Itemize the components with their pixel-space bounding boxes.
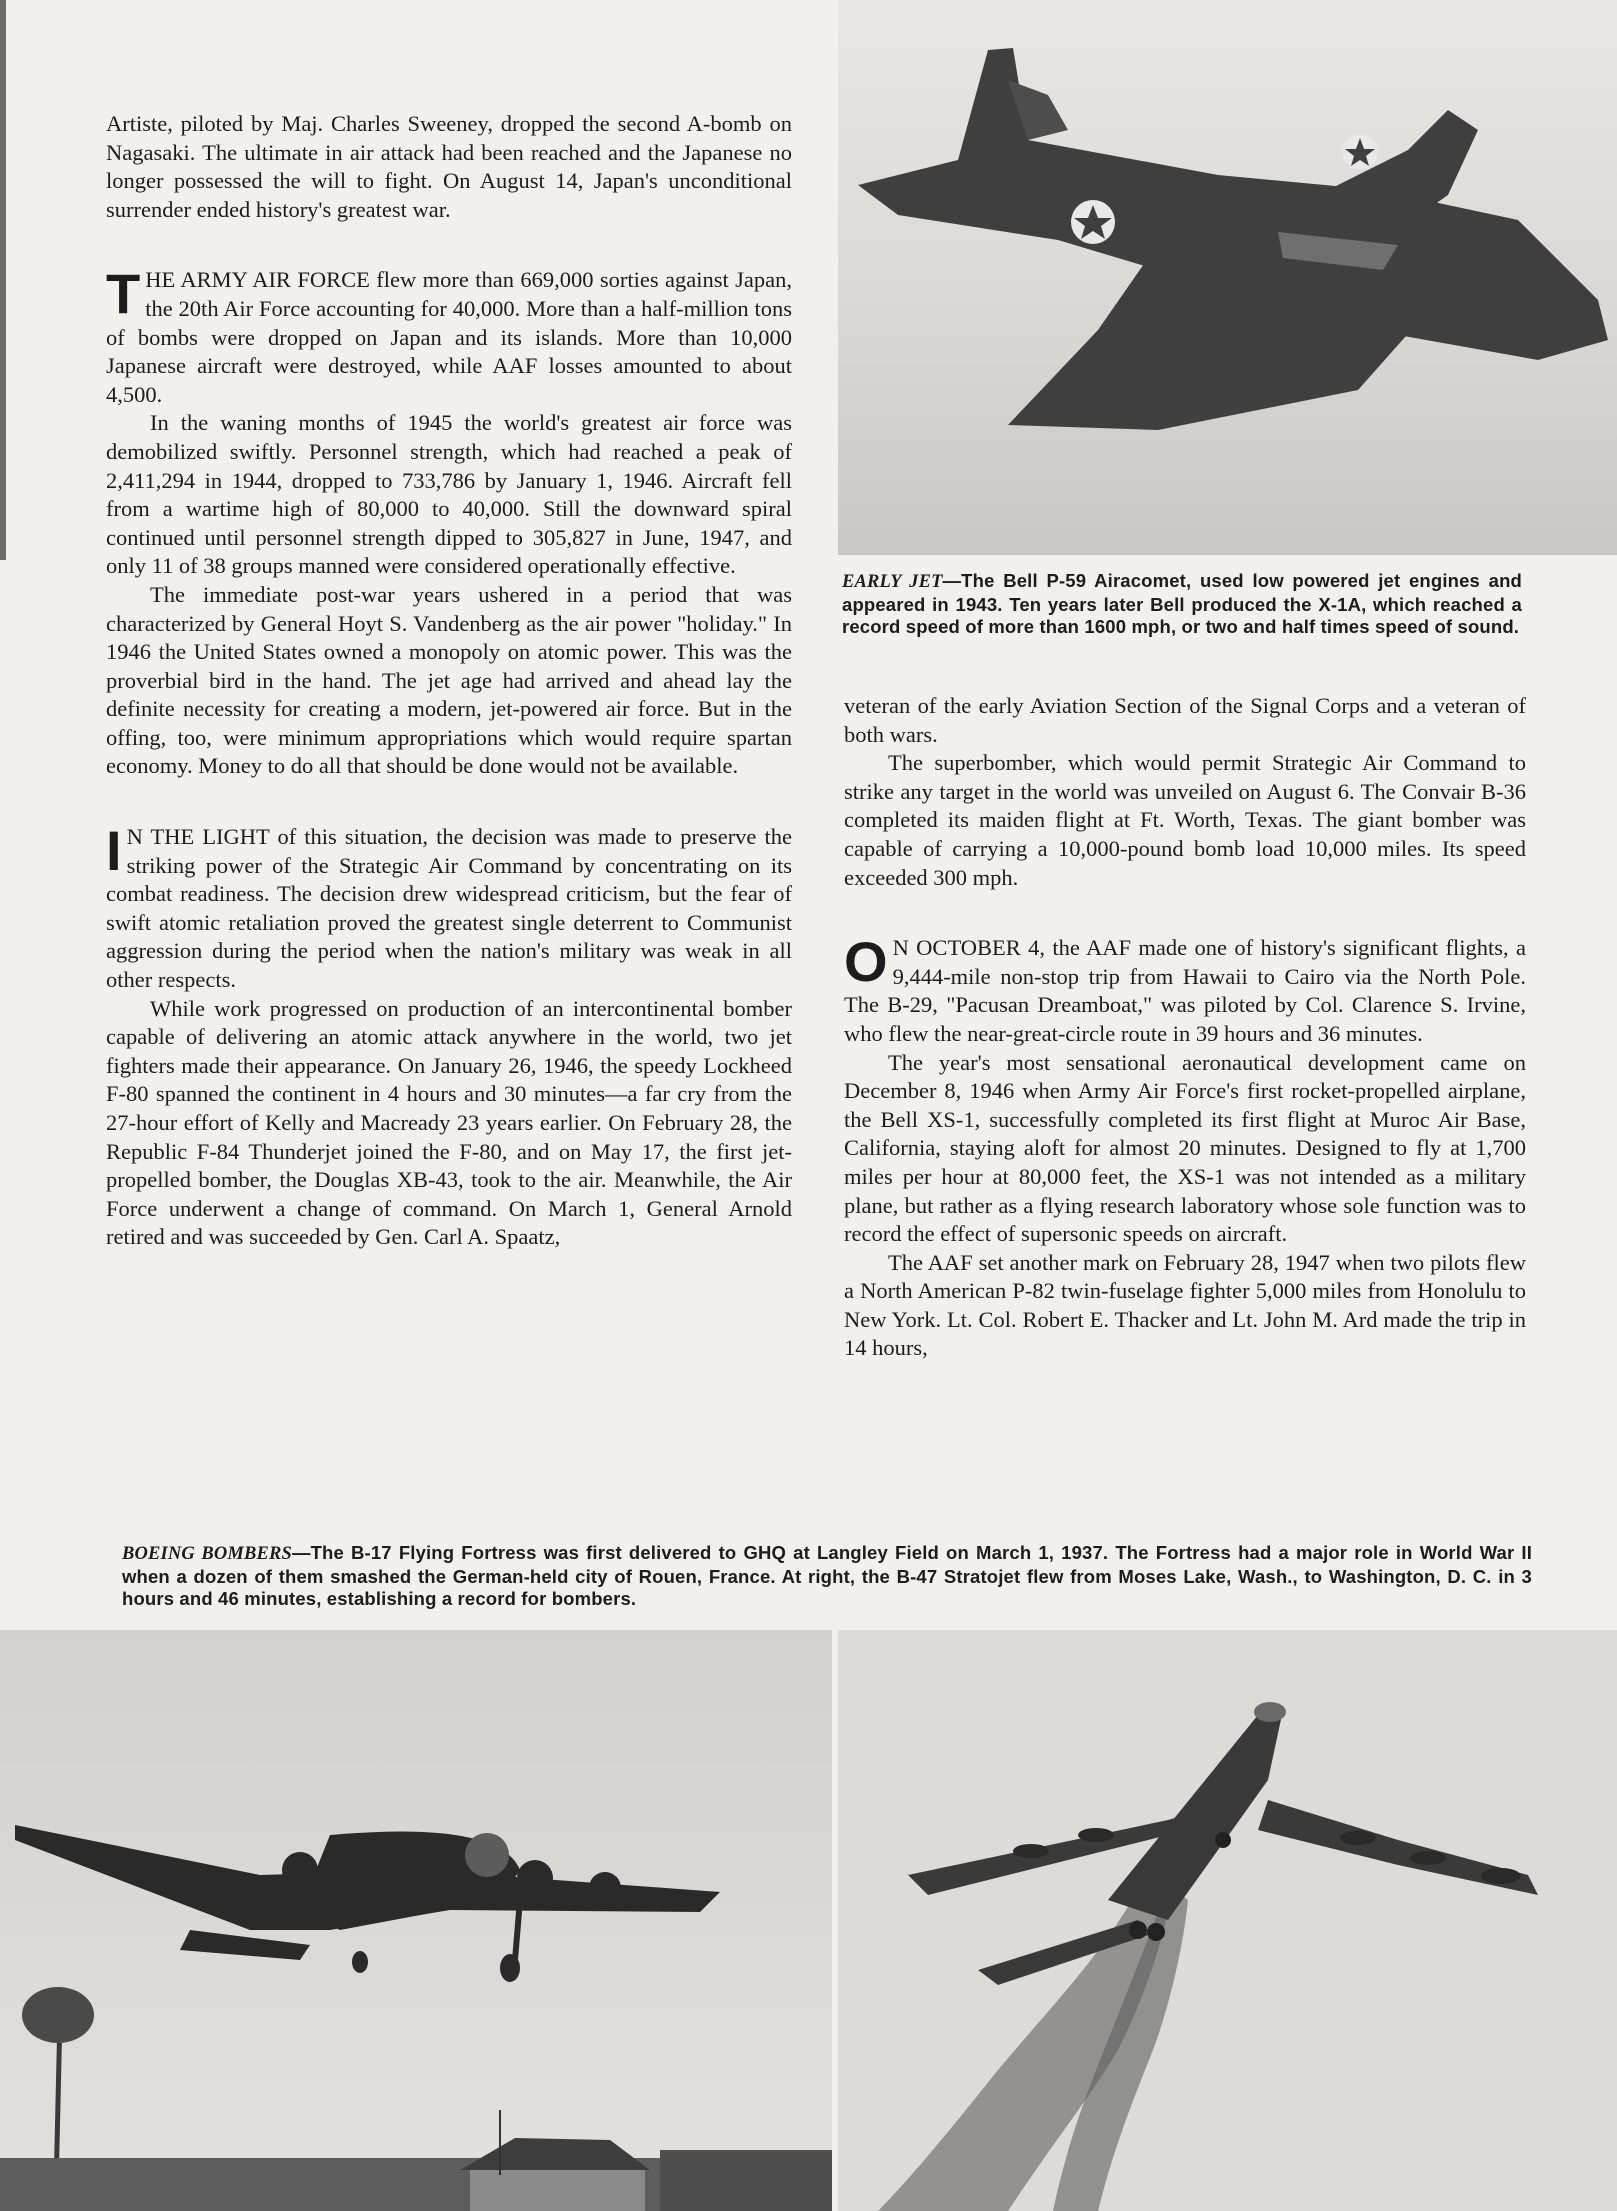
caption-boeing-bombers [122,1542,1532,1611]
paragraph: The superbomber, which would permit Strategic Air Command to strike any target in the world was unveiled on August 6. The Convair B-36 completed its maiden flight at Ft. Worth, Texas. The giant bomber was capable of carrying a 10,000-pound bomb load 10,000 miles. Its speed exceeded 300 mph. [844,750,1526,890]
paragraph-text: N OCTOBER 4, the AAF made one of history's significant flights, a 9,444-mile non-stop trip from Hawaii to Cairo via the North Pole. The B-29, "Pacusan Dreamboat," was piloted by Col. Clarence S. Irvine, who flew the near-great-circle route in 39 hours and 36 minutes. [844,935,1526,1046]
photo-b47-stratojet [838,1630,1617,2211]
paragraph: The year's most sensational aeronautical development came on December 8, 1946 when Army Air Force's first rocket-propelled airplane, the Bell XS-1, successfully completed its first flight at Muroc Air Base, California, staying aloft for almost 20 minutes. Designed to fly at 1,700 miles per hour at 80,000 feet, the XS-1 was not intended as a military plane, but rather as a flying research laboratory whose sole function was to record the effect of supersonic speeds on aircraft. [844,1049,1526,1247]
caption-tag: EARLY JET [842,572,943,592]
caption-early-jet [842,570,1522,639]
drop-cap: I [106,819,122,883]
paragraph-dropcap [106,262,792,409]
paragraph: The AAF set another mark on February 28, 1947 when two pilots flew a North American P-82 twin-fuselage fighter 5,000 miles from Honolulu to New York. Lt. Col. Robert E. Thacker and Lt. John M. Ard made the trip in 14 hours, [844,1249,1526,1361]
paragraph-text: HE ARMY AIR FORCE flew more than 669,000 sorties against Japan, the 20th Air Force accounting for 40,000. More than a half-million tons of bombs were dropped on Japan and its islands. More than 10,000 Japanese aircraft were destroyed, while AAF losses amounted to about 4,500. [106,267,792,407]
page-edge-shadow [0,0,6,560]
paragraph: The immediate post-war years ushered in a period that was characterized by General Hoyt S. Vandenberg as the air power "holiday." In 1946 the United States owned a monopoly on atomic power. This was the proverbial bird in the hand. The jet age had arrived and ahead lay the definite necessity for creating a modern, jet-powered air force. But in the offing, too, were minimum appropriations which would require spartan economy. Money to do all that should be done would not be available. [106,581,792,779]
drop-cap: T [106,262,141,326]
paragraph: veteran of the early Aviation Section of the Signal Corps and a veteran of both wars. [844,693,1526,747]
photo-b17-flying-fortress [0,1630,832,2211]
drop-cap: O [844,930,888,994]
caption-text: —The B-17 Flying Fortress was first delivered to GHQ at Langley Field on March 1, 1937. The Fortress had a major role in World War II when a dozen of them smashed the German-held city of Rouen, France. At right, the B-47 Stratojet flew from Moses Lake, Wash., to Washington, D. C. in 3 hours and 46 minutes, establishing a record for bombers. [122,1542,1533,1609]
paragraph-dropcap [106,819,792,995]
photo-bell-p59 [838,0,1617,555]
text-column-right [844,692,1526,1363]
paragraph: In the waning months of 1945 the world's greatest air force was demobilized swiftly. Personnel strength, which had reached a peak of 2,411,294 in 1944, dropped to 733,786 by January 1, 1946. Aircraft fell from a wartime high of 80,000 to 40,000. Still the downward spiral continued until personnel strength dipped to 305,827 in June, 1947, and only 11 of 38 groups manned were considered operationally effective. [106,410,792,579]
paragraph: Artiste, piloted by Maj. Charles Sweeney, dropped the second A-bomb on Nagasaki. The ultimate in air attack had been reached and the Japanese no longer possessed the will to fight. On August 14, Japan's unconditional surrender ended history's greatest war. [106,111,792,222]
caption-text: —The Bell P-59 Airacomet, used low powered jet engines and appeared in 1943. Ten years later Bell produced the X-1A, which reached a record speed of more than 1600 mph, or two and half times speed of sound. [842,570,1522,637]
paragraph-dropcap [844,930,1526,1048]
paragraph-text: N THE LIGHT of this situation, the decision was made to preserve the striking power of the Strategic Air Command by concentrating on its combat readiness. The decision drew widespread criticism, but the fear of swift atomic retaliation proved the greatest single deterrent to Communist aggression during the period when the nation's military was weak in all other respects. [106,824,792,993]
caption-tag: BOEING BOMBERS [122,1544,292,1564]
paragraph: While work progressed on production of an intercontinental bomber capable of delivering an atomic attack anywhere in the world, two jet fighters made their appearance. On January 26, 1946, the speedy Lockheed F-80 spanned the continent in 4 hours and 30 minutes—a far cry from the 27-hour effort of Kelly and Macready 23 years earlier. On February 28, the Republic F-84 Thunderjet joined the F-80, and on May 17, the first jet-propelled bomber, the Douglas XB-43, took to the air. Meanwhile, the Air Force underwent a change of command. On March 1, General Arnold retired and was succeeded by Gen. Carl A. Spaatz, [106,995,792,1250]
text-column-left [106,110,792,1252]
